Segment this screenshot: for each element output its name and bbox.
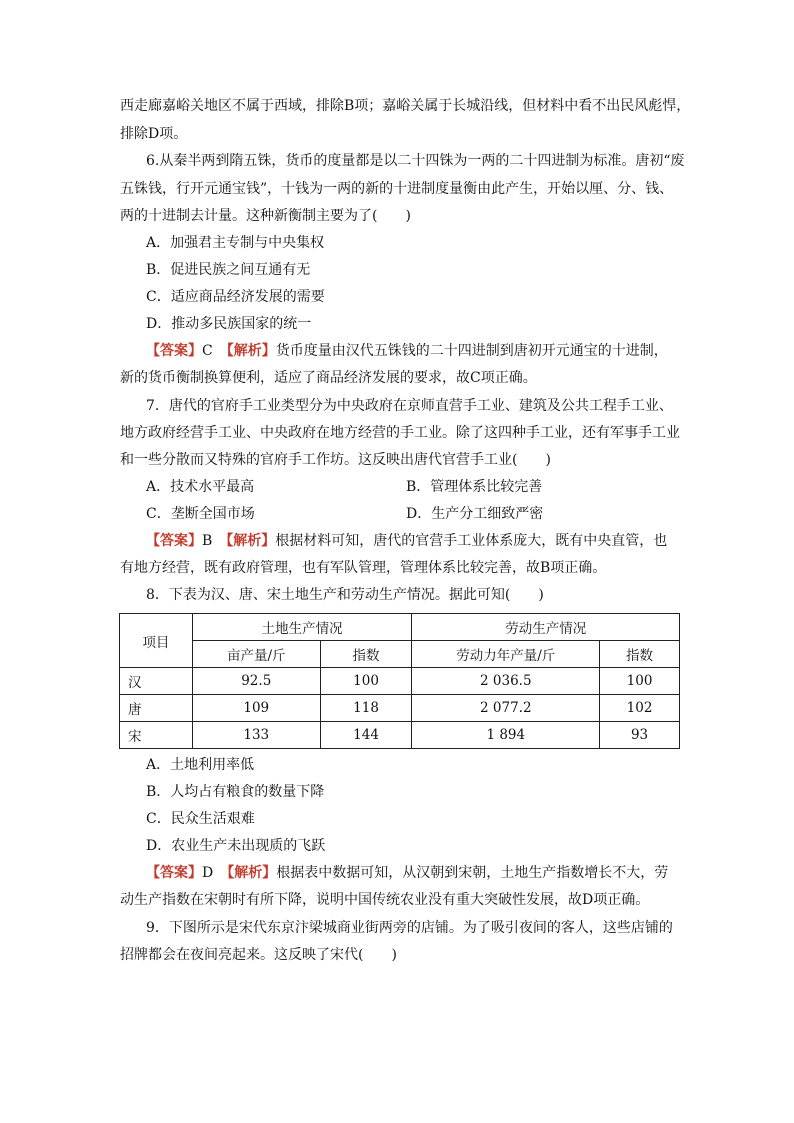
table-header-row [120, 614, 680, 641]
question-8-option-a: A．土地利用率低 [146, 757, 255, 773]
question-7-option-a: A．技术水平最高 [146, 479, 255, 495]
table-cell: 100 [600, 668, 680, 695]
answer-value: B [202, 533, 227, 549]
question-6-text: 五铢钱，行开元通宝钱”，十钱为一两的新的十进制度量衡由此产生，开始以厘、分、钱、 [120, 181, 674, 197]
table-cell: 宋 [120, 722, 193, 749]
analysis-text: 根据表中数据可知，从汉朝到宋朝，土地生产指数增长不大，劳 [276, 865, 669, 881]
question-8-option-d: D．农业生产未出现质的飞跃 [146, 838, 326, 854]
question-6-text: 6.从秦半两到隋五铢，货币的度量都是以二十四铢为一两的二十四进制为标准。唐初“废 [146, 153, 685, 169]
table-row [120, 668, 680, 695]
question-7-option-c: C．垄断全国市场 [146, 506, 255, 522]
table-cell: 133 [192, 722, 320, 749]
text-line: 排除D项。 [120, 126, 188, 142]
question-6-option-c: C．适应商品经济发展的需要 [146, 289, 325, 305]
table-header-cell: 亩产量/斤 [192, 641, 320, 668]
analysis-text: 有地方经营，既有政府管理，也有军队管理，管理体系比较完善，故B项正确。 [120, 560, 607, 576]
table-header-cell: 指数 [320, 641, 412, 668]
table-cell: 唐 [120, 695, 193, 722]
question-6-option-a: A．加强君主专制与中央集权 [146, 235, 325, 251]
answer-7 [146, 531, 706, 551]
table-cell: 109 [192, 695, 320, 722]
table-cell: 92.5 [192, 668, 320, 695]
table-header-cell: 指数 [600, 641, 680, 668]
analysis-tag: 【解析】 [226, 343, 276, 359]
analysis-text: 动生产指数在宋朝时有所下降，说明中国传统农业没有重大突破性发展，故D项正确。 [120, 892, 650, 908]
question-8-option-c: C．民众生活艰难 [146, 811, 255, 827]
table-cell: 2 036.5 [412, 668, 600, 695]
table-cell: 100 [320, 668, 412, 695]
production-table [119, 613, 680, 749]
analysis-text: 新的货币衡制换算便利，适应了商品经济发展的要求，故C项正确。 [120, 370, 537, 386]
answer-8 [146, 863, 706, 883]
analysis-tag: 【解析】 [226, 533, 276, 549]
text-line: 西走廊嘉峪关地区不属于西域，排除B项；嘉峪关属于长城沿线，但材料中看不出民风彪悍， [120, 98, 691, 114]
answer-value: C [202, 343, 227, 359]
question-9-text: 招牌都会在夜间亮起来。这反映了宋代( ) [120, 947, 397, 963]
table-header-cell: 土地生产情况 [192, 614, 412, 641]
question-6-option-b: B．促进民族之间互通有无 [146, 262, 311, 278]
answer-tag: 【答案】 [146, 343, 202, 359]
table-cell: 2 077.2 [412, 695, 600, 722]
question-7-text: 地方政府经营手工业、中央政府在地方经营的手工业。除了这四种手工业，还有军事手工业 [120, 425, 680, 441]
analysis-text: 货币度量由汉代五铢钱的二十四进制到唐初开元通宝的十进制， [275, 343, 668, 359]
table-header-cell: 劳动生产情况 [412, 614, 680, 641]
table-subheader-row [120, 641, 680, 668]
question-7-text: 和一些分散而又特殊的官府手工作坊。这反映出唐代官营手工业( ) [120, 452, 551, 468]
table-header-cell: 项目 [120, 614, 193, 668]
question-9-text: 9．下图所示是宋代东京汴梁城商业街两旁的店铺。为了吸引夜间的客人，这些店铺的 [146, 920, 673, 936]
table-cell: 1 894 [412, 722, 600, 749]
table-cell: 93 [600, 722, 680, 749]
question-8-text: 8．下表为汉、唐、宋土地生产和劳动生产情况。据此可知( ) [146, 587, 544, 603]
question-6-option-d: D．推动多民族国家的统一 [146, 316, 312, 332]
table-cell: 102 [600, 695, 680, 722]
question-6-text: 两的十进制去计量。这种新衡制主要为了( ) [120, 208, 411, 224]
analysis-tag: 【解析】 [227, 865, 277, 881]
answer-value: D [202, 865, 228, 881]
table-row [120, 722, 680, 749]
table-row [120, 695, 680, 722]
analysis-text: 根据材料可知，唐代的官营手工业体系庞大，既有中央直管，也 [275, 533, 668, 549]
question-7-option-b: B．管理体系比较完善 [406, 479, 543, 495]
table-cell: 118 [320, 695, 412, 722]
question-7-option-d: D．生产分工细致严密 [406, 506, 544, 522]
table-cell: 144 [320, 722, 412, 749]
table-cell: 汉 [120, 668, 193, 695]
answer-6 [146, 341, 706, 361]
question-8-option-b: B．人均占有粮食的数量下降 [146, 784, 325, 800]
answer-tag: 【答案】 [146, 533, 202, 549]
question-7-text: 7．唐代的官府手工业类型分为中央政府在京师直营手工业、建筑及公共工程手工业、 [146, 398, 673, 414]
table-header-cell: 劳动力年产量/斤 [412, 641, 600, 668]
answer-tag: 【答案】 [146, 865, 202, 881]
